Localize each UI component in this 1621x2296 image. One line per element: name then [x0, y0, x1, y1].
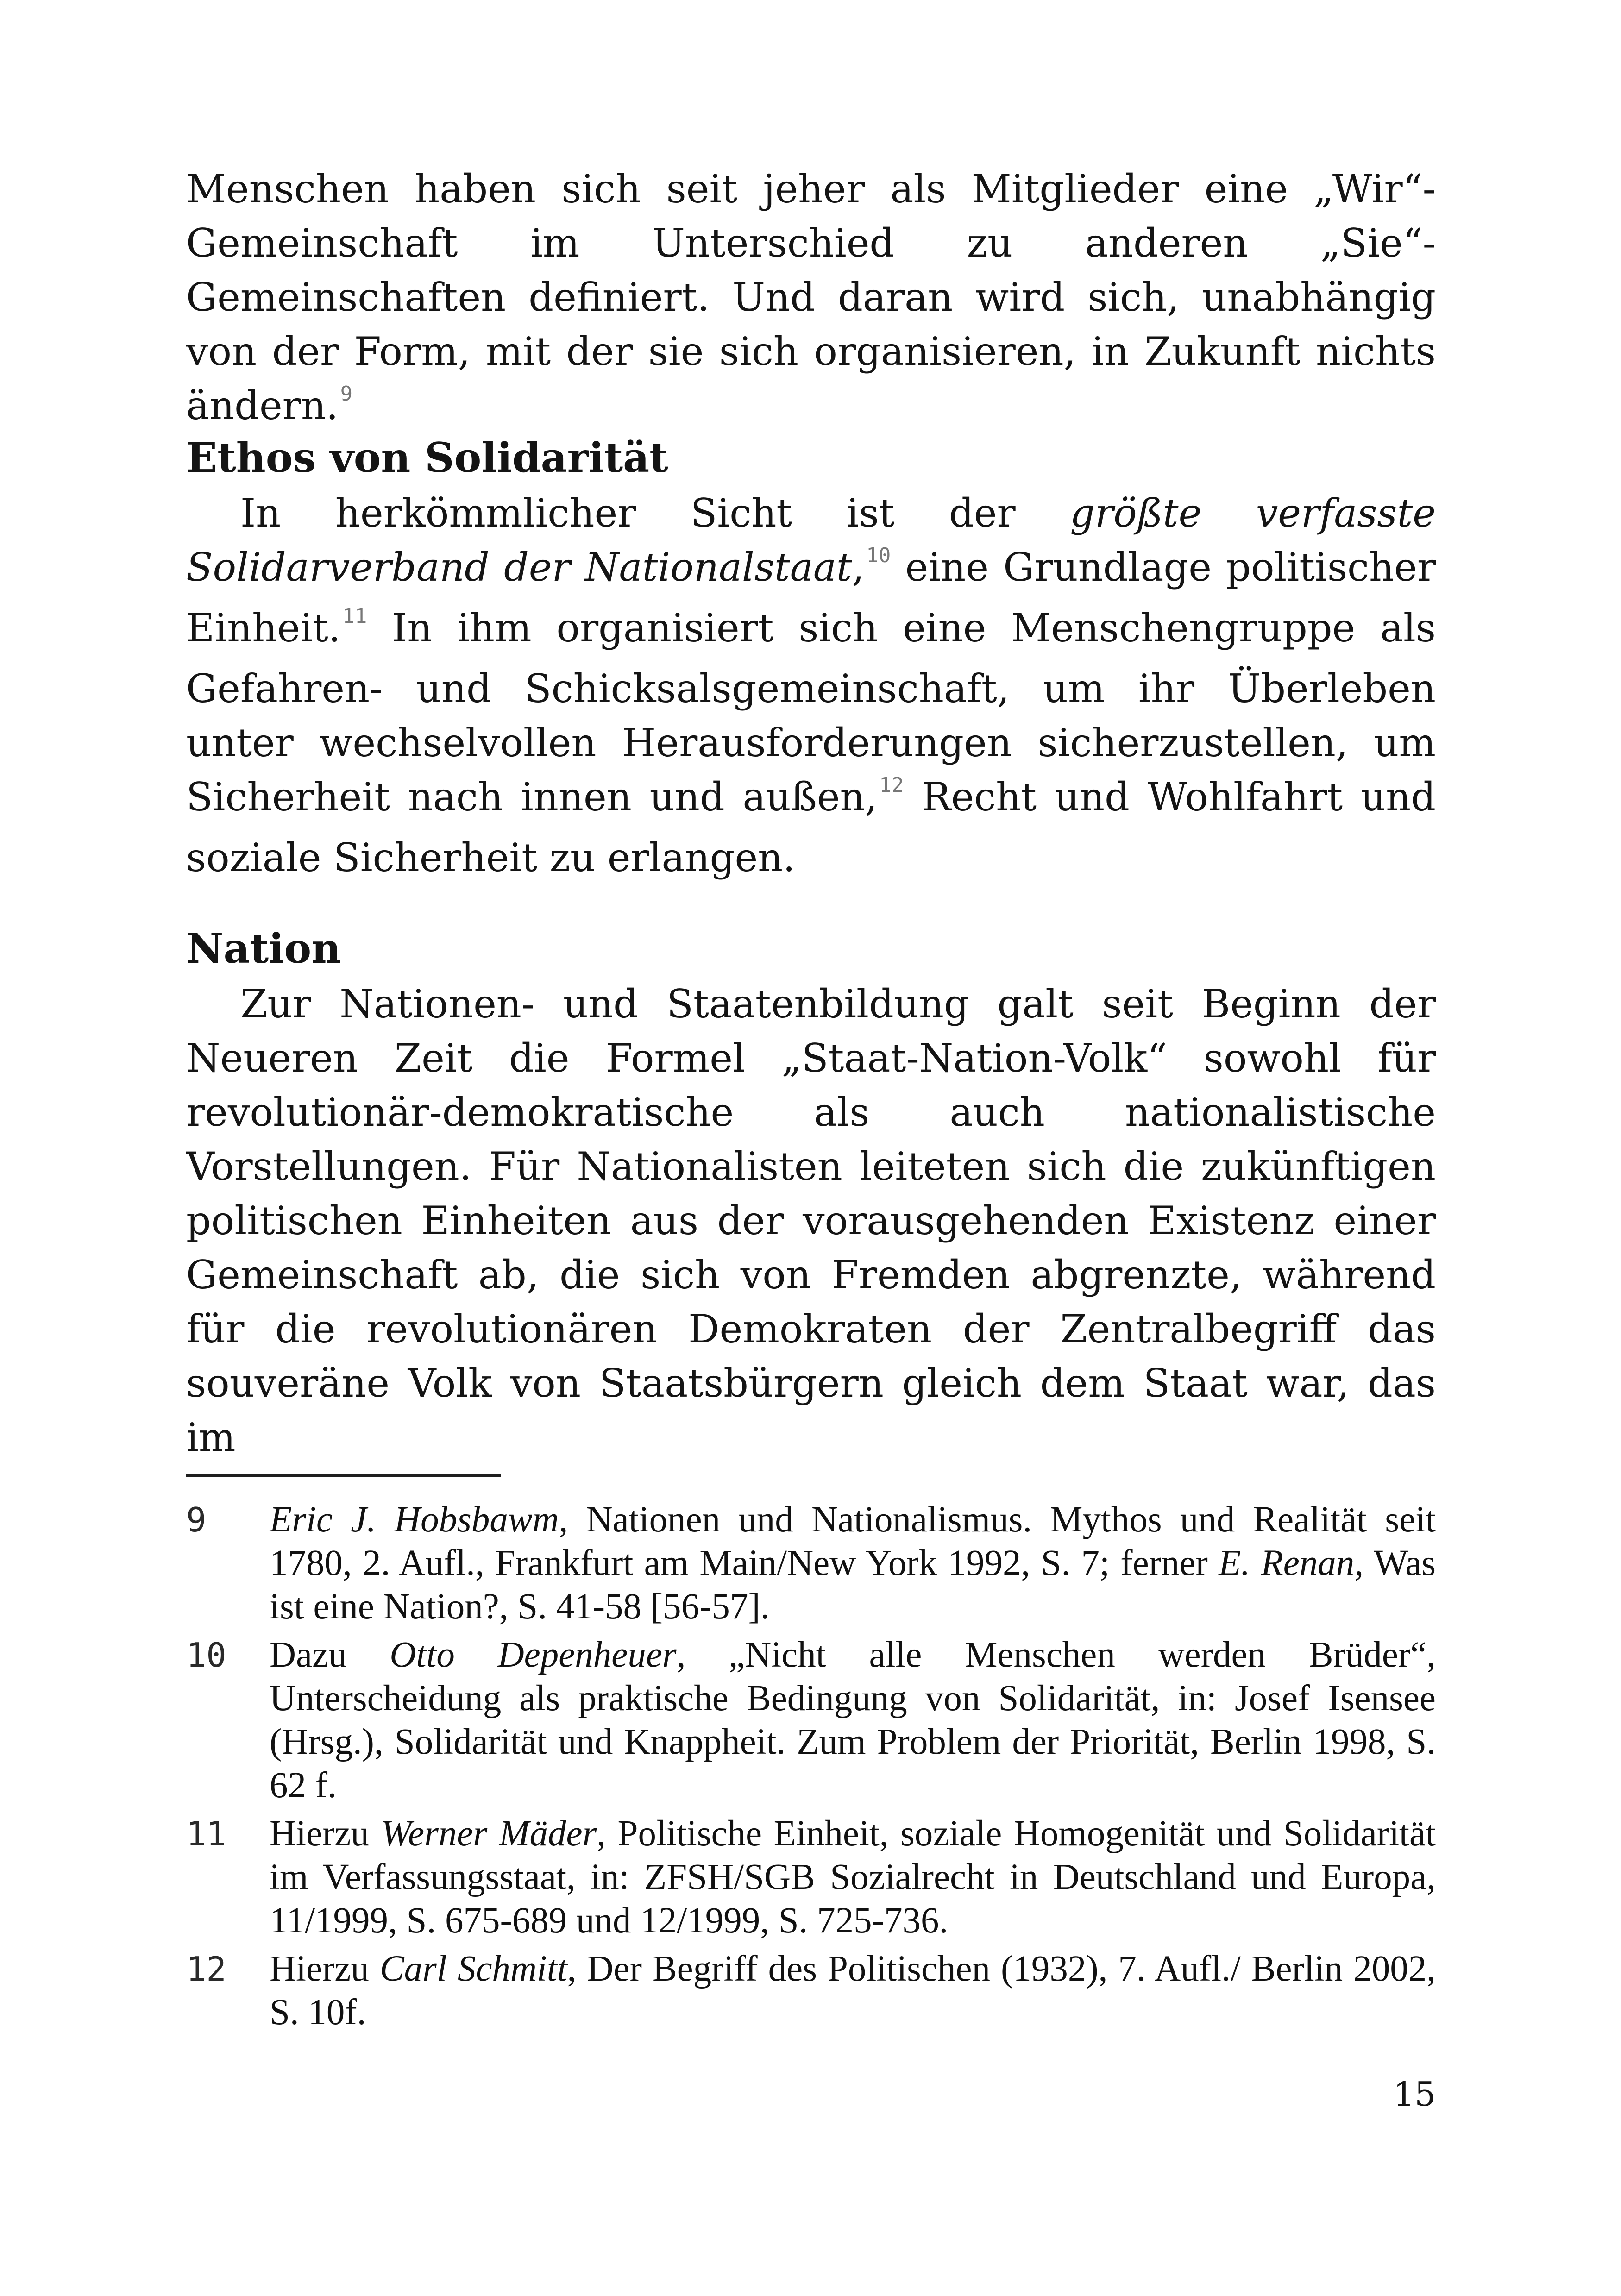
solidaritaet-text-mid2: In ihm organisiert sich eine Menschengruppe als Gefahren- und Schicksalsgemeinschaft, um ihr Überleben unter wechselvollen Herausforderungen sicherzustellen, um Sicherheit nach innen und außen, [186, 605, 1436, 820]
footnote-citation-2: , Was ist eine Nation?, S. 41-58 [56-57]. [270, 1543, 1436, 1627]
footnote-citation: , Politische Einheit, soziale Homogenität und Solidarität im Verfassungsstaat, in: ZFSH/SGB Sozialrecht in Deutschland und Europa, 11/1999, S. 675-689 und 12/1999, S. 725-736. [270, 1813, 1436, 1941]
intro-paragraph [186, 162, 1436, 439]
solidaritaet-comma: , [852, 545, 865, 590]
footnote-number: 9 [186, 1500, 207, 1539]
heading-nation: Nation [186, 924, 341, 972]
footnote-number: 10 [186, 1636, 226, 1675]
footnote-text [270, 1498, 1436, 1629]
footnote-citation: , „Nicht alle Menschen werden Brüder“, Unterscheidung als praktische Bedingung von Solidarität, in: Josef Isensee (Hrsg.), Solidarität und Knappheit. Zum Problem der Priorität, Berlin 1998, S. 62 f. [270, 1635, 1436, 1806]
footnote-ref-9[interactable]: 9 [340, 382, 353, 406]
footnote-citation: , Der Begriff des Politischen (1932), 7. Aufl./ Berlin 2002, S. 10f. [270, 1949, 1436, 2033]
footnote-text [270, 1947, 1436, 2034]
solidaritaet-text-end: Recht und Wohlfahrt und soziale Sicherheit zu erlangen. [186, 774, 1436, 880]
solidaritaet-paragraph [186, 486, 1436, 885]
footnote-author: Carl Schmitt [379, 1949, 567, 1989]
heading-ethos-von-solidaritaet: Ethos von Solidarität [186, 433, 668, 482]
intro-text: Menschen haben sich seit jeher als Mitglieder eine „Wir“-Gemeinschaft im Unterschied zu anderen „Sie“-Gemeinschaften definiert. Und daran wird sich, unabhängig von der Form, mit der sie sich organisieren, in Zukunft nichts ändern. [186, 166, 1436, 428]
footnote-text [270, 1633, 1436, 1807]
footnote-author: Otto Depenheuer [390, 1635, 677, 1675]
footnote-ref-10[interactable]: 10 [866, 544, 891, 567]
footnote-separator [186, 1474, 501, 1477]
footnote-12 [186, 1947, 1436, 2034]
footnote-text [270, 1812, 1436, 1943]
footnote-citation: , Nationen und Nationalismus. Mythos und Realität seit 1780, 2. Aufl., Frankfurt am Main/New York 1992, S. 7; ferner [270, 1499, 1436, 1583]
footnote-number: 11 [186, 1814, 226, 1853]
solidaritaet-text-start: In herkömmlicher Sicht ist der [240, 490, 1070, 536]
footnote-9 [186, 1498, 1436, 1629]
nation-paragraph: Zur Nationen- und Staatenbildung galt seit Beginn der Neueren Zeit die Formel „Staat-Nation-Volk“ sowohl für revolutionär-demokratische als auch nationalistische Vorstellungen. Für Nationalisten leiteten sich die zukünftigen politischen Einheiten aus der vorausgehenden Existenz einer Gemeinschaft ab, die sich von Fremden abgrenzte, während für die revolutionären Demokraten der Zentralbegriff das souveräne Volk von Staatsbürgern gleich dem Staat war, das im [186, 981, 1436, 1460]
page-number: 15 [1393, 2075, 1436, 2114]
footnote-prefix: Dazu [270, 1635, 390, 1675]
footnote-10 [186, 1633, 1436, 1807]
footnote-author: Eric J. Hobsbawm [270, 1499, 559, 1540]
footnote-11 [186, 1812, 1436, 1943]
solidaritaet-text-mid1: eine Grundlage politischer Einheit. [186, 545, 1436, 651]
footnote-prefix: Hierzu [270, 1949, 380, 1989]
footnote-author-2: E. Renan [1219, 1543, 1355, 1583]
footnote-ref-12[interactable]: 12 [879, 773, 904, 797]
footnote-author: Werner Mäder [381, 1813, 597, 1854]
footnote-prefix: Hierzu [270, 1813, 381, 1854]
footnote-number: 12 [186, 1950, 226, 1989]
footnote-ref-11[interactable]: 11 [342, 604, 367, 628]
footnotes-section [186, 1498, 1436, 2039]
solidaritaet-italic-phrase: größte verfasste Solidarverband der Nationalstaat [186, 490, 1436, 590]
